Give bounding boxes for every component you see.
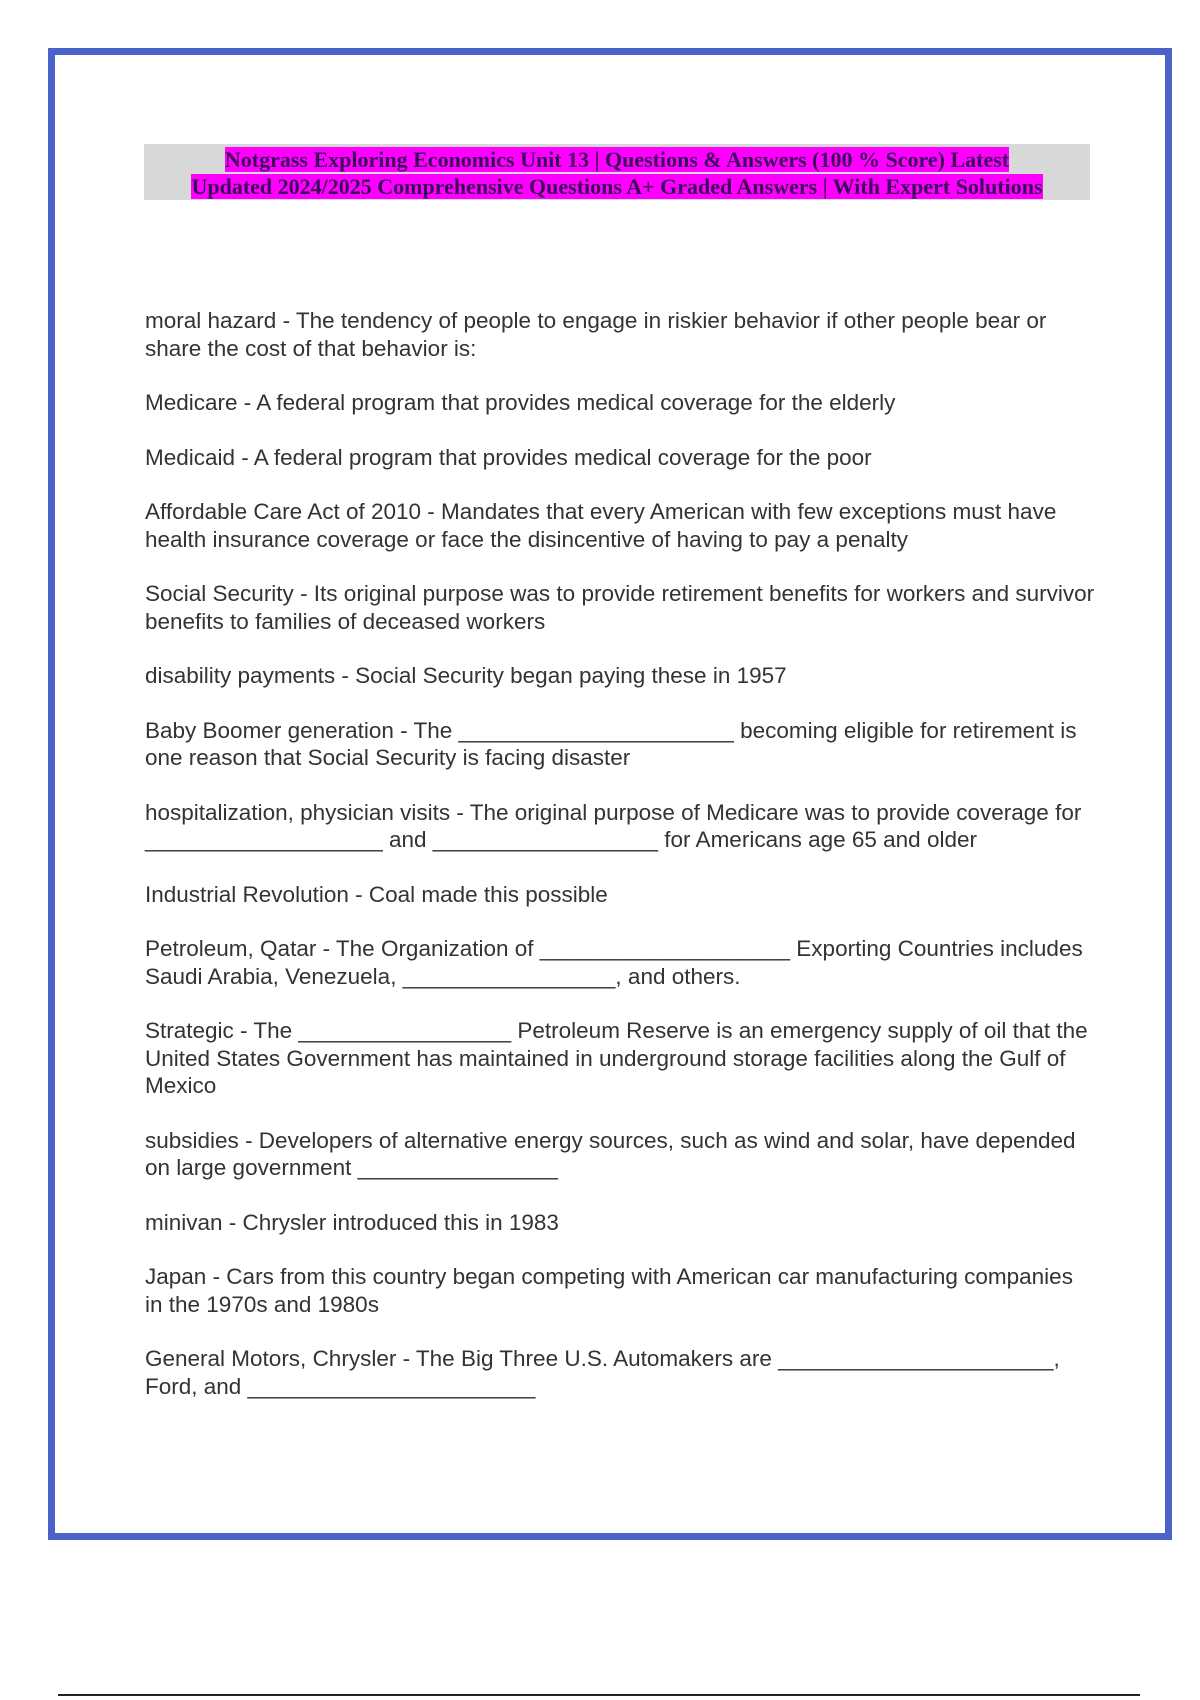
entry-definition: - The ______________________ becoming eligible for retirement is one reason that Social Security is facing disaster	[145, 717, 1077, 770]
list-item	[145, 799, 1095, 854]
entry-term: Strategic	[145, 1018, 234, 1043]
entry-term: Medicaid	[145, 444, 236, 470]
list-item	[145, 1345, 1095, 1400]
entry-definition: - A federal program that provides medical coverage for the elderly	[237, 390, 896, 415]
entry-term: Industrial Revolution	[145, 881, 349, 907]
document-title	[144, 144, 1090, 200]
entry-term: Affordable Care Act of 2010	[145, 499, 422, 524]
entry-term: Japan	[145, 1264, 207, 1289]
document-title-line-2: Updated 2024/2025 Comprehensive Questions A+ Graded Answers | With Expert Solutions	[191, 174, 1043, 199]
entry-term: Petroleum, Qatar	[145, 936, 317, 961]
list-item	[145, 935, 1095, 990]
entry-definition: - The Organization of ____________________ Exporting Countries includes Saudi Arabia, Venezuela, _________________, and others.	[145, 936, 1083, 989]
entry-definition: - Mandates that every American with few exceptions must have health insurance coverage or face the disincentive of having to pay a penalty	[145, 499, 1057, 552]
entry-definition: - Cars from this country began competing with American car manufacturing companies in the 1970s and 1980s	[145, 1264, 1073, 1317]
entry-term: General Motors, Chrysler	[145, 1346, 397, 1371]
list-item	[145, 498, 1095, 553]
entry-definition: - A federal program that provides medical coverage for the poor	[235, 444, 872, 470]
entry-definition: - Social Security began paying these in 1957	[335, 663, 787, 688]
list-item	[145, 307, 1095, 362]
list-item	[145, 717, 1095, 772]
page-bottom-rule	[58, 1694, 1140, 1696]
list-item	[145, 881, 1095, 909]
list-item	[145, 1127, 1095, 1182]
entry-term: Medicare	[145, 390, 238, 415]
list-item	[145, 1017, 1095, 1100]
entry-term: Social Security	[145, 581, 294, 606]
entry-definition: - The tendency of people to engage in riskier behavior if other people bear or share the cost of that behavior is:	[145, 308, 1047, 361]
list-item	[145, 389, 1095, 417]
entry-term: subsidies	[145, 1127, 239, 1153]
flashcard-list	[145, 307, 1095, 1427]
list-item	[145, 580, 1095, 635]
entry-term: disability payments	[145, 663, 336, 688]
entry-definition: - The Big Three U.S. Automakers are ______________________, Ford, and _______________________	[145, 1346, 1060, 1399]
entry-definition: - The _________________ Petroleum Reserve is an emergency supply of oil that the United States Government has maintained in underground storage facilities along the Gulf of Mexico	[145, 1018, 1088, 1098]
list-item	[145, 444, 1095, 472]
entry-definition: - The original purpose of Medicare was to provide coverage for ___________________ and __________________ for Americans age 65 and older	[145, 799, 1082, 852]
entry-definition: - Developers of alternative energy sources, such as wind and solar, have depended on large government ________________	[145, 1127, 1076, 1180]
list-item	[145, 1209, 1095, 1237]
document-title-line-1: Notgrass Exploring Economics Unit 13 | Questions & Answers (100 % Score) Latest	[224, 147, 1010, 172]
entry-term: minivan	[145, 1209, 223, 1235]
entry-term: hospitalization, physician visits	[145, 799, 451, 825]
list-item	[145, 1263, 1095, 1318]
entry-term: Baby Boomer generation	[145, 717, 394, 743]
entry-definition: - Chrysler introduced this in 1983	[222, 1209, 559, 1235]
entry-definition: - Coal made this possible	[348, 881, 608, 907]
list-item	[145, 662, 1095, 690]
entry-term: moral hazard	[145, 308, 277, 333]
entry-definition: - Its original purpose was to provide retirement benefits for workers and survivor benefits to families of deceased workers	[145, 581, 1095, 634]
